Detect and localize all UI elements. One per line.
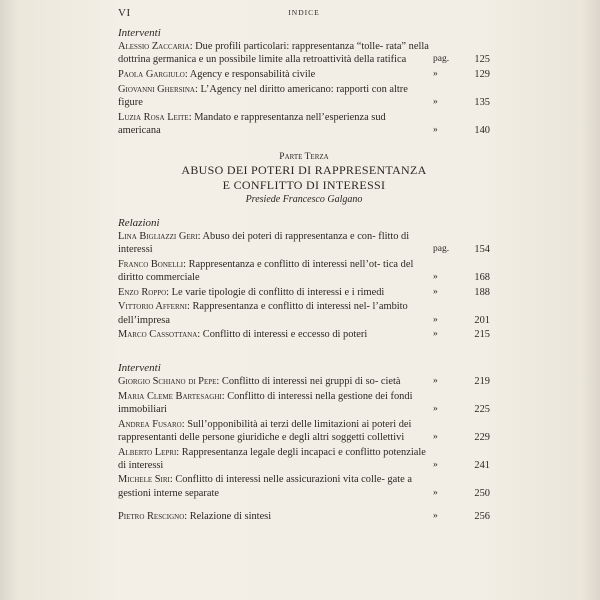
toc-entry-title — [118, 286, 430, 299]
toc-entry-page-number: 125 — [474, 54, 490, 66]
toc-entry-author: Enzo Roppo — [118, 286, 167, 298]
toc-entry-author: Lina Bigliazzi Geri — [118, 230, 198, 242]
toc-entry-page-ref — [430, 271, 490, 284]
toc-entry-page-prefix: pag. — [433, 54, 450, 65]
toc-entry-page-ref — [430, 375, 490, 388]
toc-entry-page-number: 140 — [474, 124, 490, 136]
part-label: Parte Terza — [279, 151, 329, 162]
toc-entry-title — [118, 446, 430, 472]
toc-entry-text: : L’Agency nel diritto americano: rapporti con altre figure — [118, 83, 408, 108]
interventi-list — [118, 40, 490, 137]
part-chair: Presiede Francesco Galgano — [245, 193, 363, 205]
toc-entry — [118, 390, 490, 416]
toc-entry-page-number: 256 — [474, 511, 490, 523]
toc-entry-page-prefix: » — [433, 286, 438, 297]
toc-entry-page-prefix: » — [433, 272, 438, 283]
toc-entry — [118, 473, 490, 499]
toc-entry-page-ref — [430, 511, 490, 524]
toc-entry-title — [118, 418, 430, 444]
interventi-2-list — [118, 375, 490, 500]
toc-entry-page-prefix: » — [433, 487, 438, 498]
toc-entry-author: Giovanni Ghersina — [118, 83, 195, 95]
toc-entry — [118, 510, 490, 523]
toc-entry — [118, 83, 490, 109]
toc-entry-text: : Conflitto di interessi nelle assicurazioni vita colle- gate a gestioni interne separate — [118, 474, 412, 499]
toc-entry-text: : Relazione di sintesi — [184, 511, 272, 523]
toc-entry — [118, 375, 490, 388]
toc-entry-page-number: 219 — [474, 376, 490, 388]
toc-entry-page-ref — [430, 487, 490, 500]
toc-entry-page-ref — [430, 286, 490, 299]
toc-entry-author: Alberto Lepri — [118, 446, 177, 458]
toc-entry-page-number: 225 — [474, 403, 490, 415]
toc-entry-page-prefix: pag. — [433, 244, 450, 255]
toc-entry-page-number: 188 — [474, 286, 490, 298]
toc-entry — [118, 68, 490, 81]
toc-entry-text: : Rappresentanza e conflitto di interessi nel- l’ambito dell’impresa — [118, 301, 408, 326]
toc-entry — [118, 40, 490, 66]
toc-entry-author: Andrea Fusaro — [118, 418, 182, 430]
toc-entry — [118, 300, 490, 326]
toc-entry-page-ref — [430, 53, 490, 66]
toc-entry-title — [118, 375, 430, 388]
toc-entry-author: Giorgio Schiano di Pepe — [118, 376, 217, 388]
toc-entry-page-prefix: » — [433, 403, 438, 414]
toc-entry-page-ref — [430, 68, 490, 81]
section-label-interventi-2: Interventi — [118, 362, 161, 375]
toc-entry-text: : Rappresentanza legale degli incapaci e conflitto potenziale di interessi — [118, 446, 426, 471]
toc-entry-page-ref — [430, 96, 490, 109]
toc-entry-page-number: 201 — [474, 314, 490, 326]
toc-entry-title — [118, 111, 430, 137]
toc-entry — [118, 446, 490, 472]
toc-entry-page-ref — [430, 431, 490, 444]
toc-entry-page-prefix: » — [433, 376, 438, 387]
toc-entry-page-number: 250 — [474, 487, 490, 499]
toc-entry — [118, 230, 490, 256]
toc-entry — [118, 418, 490, 444]
toc-entry-text: : Conflitto di interessi e eccesso di poteri — [197, 329, 368, 341]
toc-entry-page-ref — [430, 403, 490, 416]
toc-entry — [118, 258, 490, 284]
toc-entry-page-number: 241 — [474, 459, 490, 471]
toc-entry-title — [118, 230, 430, 256]
toc-entry-title — [118, 68, 430, 81]
page-folio: VI — [118, 7, 131, 19]
toc-entry-text: : Agency e responsabilità civile — [184, 68, 316, 80]
toc-entry-author: Alessio Zaccaria — [118, 41, 190, 52]
toc-entry-title — [118, 258, 430, 284]
toc-entry-text: : Mandato e rappresentanza nell’esperienza sud americana — [118, 111, 386, 136]
section-label-relazioni: Relazioni — [118, 216, 160, 229]
toc-entry-page-ref — [430, 459, 490, 472]
part-title-line-1: ABUSO DEI POTERI DI RAPPRESENTANZA — [181, 162, 427, 177]
toc-entry-author: Pietro Rescigno — [118, 511, 185, 523]
toc-entry-title — [118, 473, 430, 499]
toc-entry-page-number: 215 — [474, 329, 490, 341]
toc-entry-page-prefix: » — [433, 96, 438, 107]
part-title-line-2: E CONFLITTO DI INTERESSI — [222, 177, 386, 192]
toc-entry — [118, 111, 490, 137]
toc-entry-text: : Rappresentanza e conflitto di interessi nell’ot- tica del diritto commerciale — [118, 258, 414, 284]
page-gutter-shadow — [0, 0, 18, 600]
toc-entry-text: : Abuso dei poteri di rappresentanza e con- flitto di interessi — [118, 230, 410, 256]
toc-entry-text: : Sull’opponibilità ai terzi delle limitazioni ai poteri dei rappresentanti delle persone giuridiche e degli altri soggetti collettivi — [118, 418, 412, 443]
toc-entry-page-number: 154 — [474, 244, 490, 256]
toc-entry-title — [118, 300, 430, 326]
toc-entry-title — [118, 328, 430, 341]
toc-entry-page-prefix: » — [433, 459, 438, 470]
toc-entry-author: Luzia Rosa Leite — [118, 111, 189, 123]
toc-entry-page-ref — [430, 314, 490, 327]
toc-entry-page-number: 135 — [474, 96, 490, 108]
relazioni-list — [118, 230, 490, 342]
toc-entry-title — [118, 510, 430, 523]
toc-entry — [118, 286, 490, 299]
toc-entry-text: : Due profili particolari: rappresentanza “tolle- rata” nella dottrina germanica e un possibile limite alla retroattività della ratifica — [118, 41, 429, 66]
page-edge-shadow — [582, 0, 600, 600]
toc-entry-page-number: 229 — [474, 431, 490, 443]
toc-entry-page-ref — [430, 124, 490, 137]
toc-entry-page-number: 168 — [474, 272, 490, 284]
toc-entry-author: Maria Cleme Bartesaghi — [118, 390, 222, 402]
toc-entry-page-prefix: » — [433, 431, 438, 442]
toc-entry-author: Paola Gargiulo — [118, 68, 185, 80]
toc-entry-text: : Conflitto di interessi nei gruppi di so- cietà — [216, 376, 401, 388]
toc-entry-page-prefix: » — [433, 329, 438, 340]
final-entry-wrap — [118, 510, 490, 523]
page-header — [118, 0, 490, 26]
toc-entry-page-number: 129 — [474, 68, 490, 80]
toc-entry-page-prefix: » — [433, 124, 438, 135]
part-heading — [118, 151, 490, 207]
toc-entry-text: : Conflitto di interessi nella gestione dei fondi immobiliari — [118, 390, 413, 415]
toc-entry-title — [118, 83, 430, 109]
toc-entry-author: Vittorio Afferni — [118, 301, 188, 313]
toc-entry-title — [118, 40, 430, 66]
toc-entry-title — [118, 390, 430, 416]
toc-entry-page-prefix: » — [433, 314, 438, 325]
toc-entry-author: Marco Cassottana — [118, 329, 198, 341]
running-title: INDICE — [288, 8, 320, 17]
toc-entry-author: Franco Bonelli — [118, 258, 184, 270]
toc-entry-page-prefix: » — [433, 511, 438, 522]
toc-entry-text: : Le varie tipologie di conflitto di interessi e i rimedi — [166, 286, 385, 298]
toc-entry-author: Michele Siri — [118, 474, 170, 486]
section-label-interventi: Interventi — [118, 27, 161, 39]
toc-entry-page-prefix: » — [433, 68, 438, 79]
toc-entry-page-ref — [430, 243, 490, 256]
toc-entry-page-ref — [430, 329, 490, 342]
toc-entry — [118, 328, 490, 341]
